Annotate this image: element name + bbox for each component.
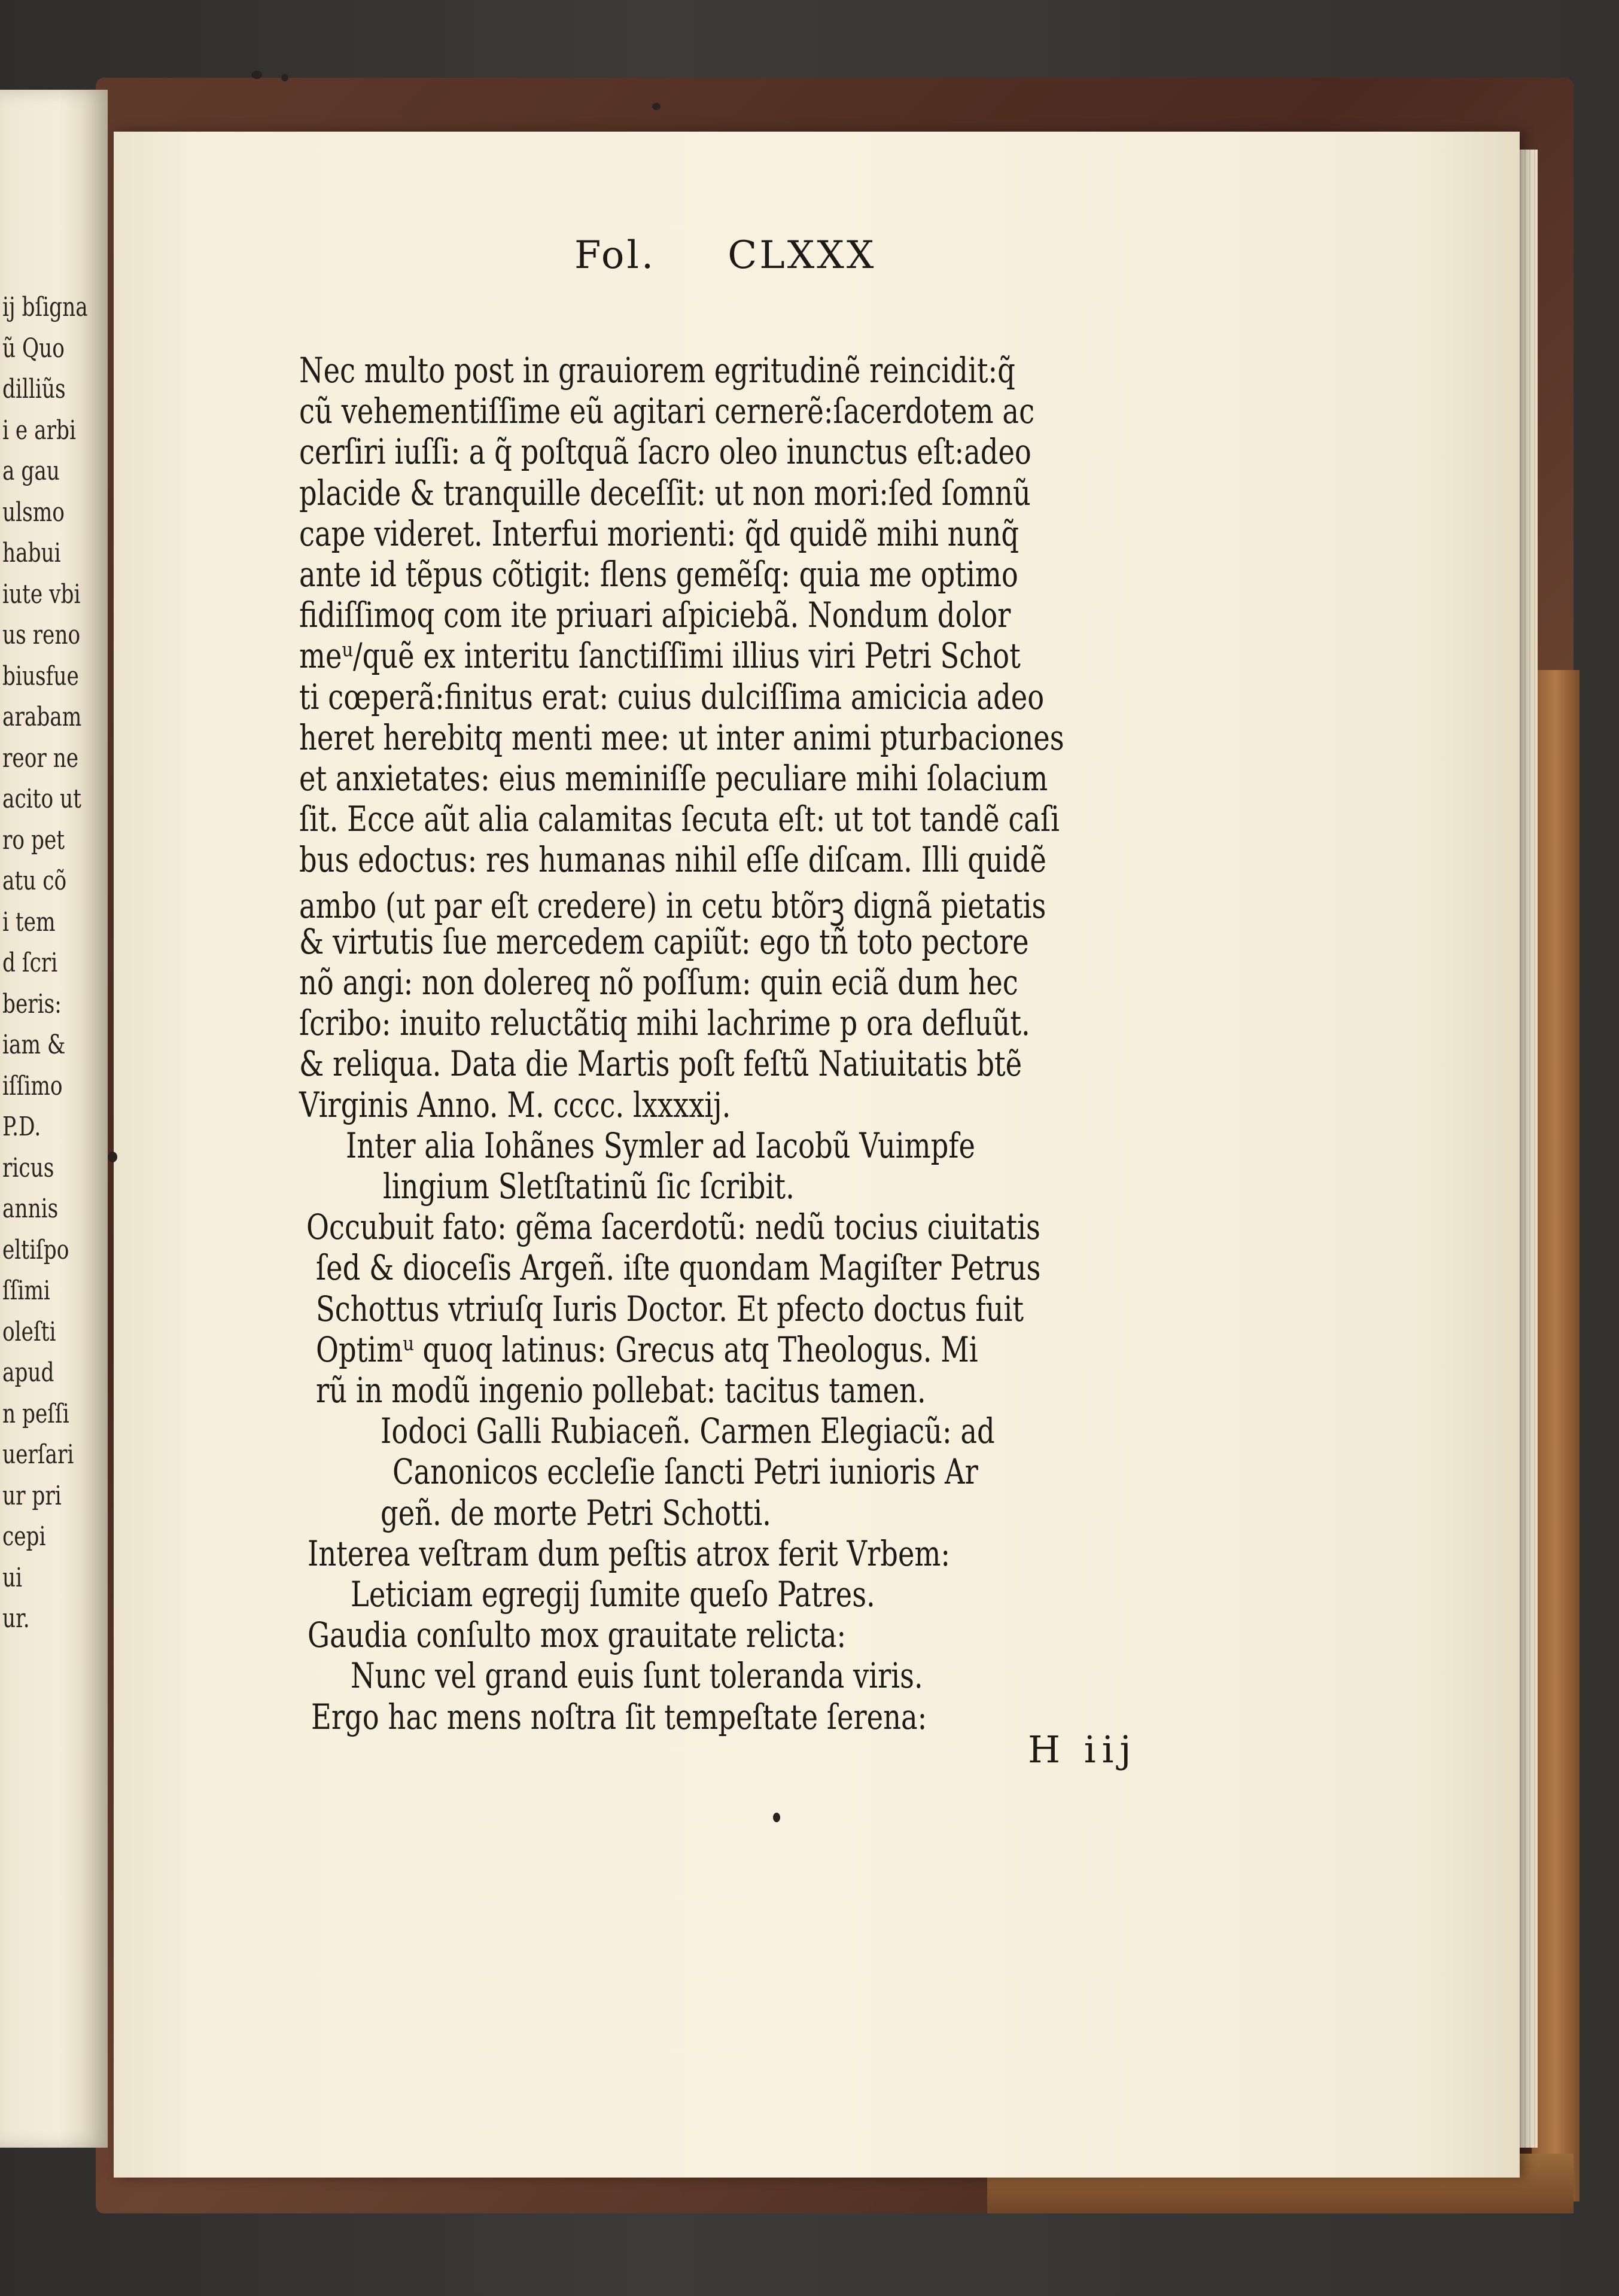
ink-speck: [773, 1813, 780, 1822]
facing-text-fragment: d ſcri: [2, 948, 58, 978]
text-line: meᵘ/quẽ ex interitu ſanctiſſimi illius viri Petri Schot: [299, 635, 1021, 677]
facing-text-fragment: ro pet: [2, 824, 65, 855]
text-line: Iodoci Galli Rubiaceñ. Carmen Elegiacũ: ad: [381, 1411, 995, 1452]
facing-text-fragment: uerſari: [2, 1439, 74, 1470]
facing-text-fragment: iute vbi: [2, 578, 81, 610]
facing-text-fragment: arabam: [2, 702, 82, 732]
text-line: & virtutis ſue mercedem capiũt: ego tñ toto pectore: [299, 921, 1029, 962]
wormhole: [251, 71, 262, 79]
text-line: ti cœperã:finitus erat: cuius dulciſſima amicicia adeo: [299, 676, 1045, 717]
facing-text-fragment: us reno: [2, 620, 81, 650]
text-line: Ergo hac mens noſtra ſit tempeſtate ſerena:: [311, 1696, 927, 1737]
text-line: ſcribo: inuito reluctãtiq mihi lachrime p ora defluũt.: [299, 1003, 1030, 1044]
text-line: Leticiam egregij ſumite queſo Patres.: [351, 1574, 875, 1615]
facing-text-fragment: apud: [2, 1357, 54, 1388]
text-line: nõ angi: non dolereq nõ poſſum: quin eciã dum hec: [299, 962, 1018, 1003]
text-line: ambo (ut par eſt credere) in cetu btõrꝫ dignã pietatis: [299, 885, 1046, 926]
folio-header: [574, 233, 876, 278]
facing-text-fragment: iam &: [2, 1030, 66, 1060]
facing-text-fragment: ur pri: [2, 1480, 62, 1511]
facing-text-fragment: biusfue: [2, 660, 79, 692]
text-line: placide & tranquille deceſſit: ut non mori:ſed ſomnũ: [299, 472, 1031, 513]
text-line: cũ vehementiſſime eũ agitari cernerẽ:ſacerdotem ac: [299, 391, 1035, 432]
facing-text-fragment: dilliũs: [2, 374, 66, 404]
facing-text-fragment: habui: [2, 538, 61, 568]
facing-text-fragment: beris:: [2, 988, 62, 1019]
text-line: rũ in modũ ingenio pollebat: tacitus tamen.: [316, 1370, 926, 1411]
facing-text-fragment: atu cõ: [2, 866, 67, 896]
text-line: Nunc vel grand euis ſunt toleranda viris.: [351, 1655, 923, 1697]
text-line: Canonicos eccleſie ſancti Petri iunioris Ar: [392, 1451, 978, 1493]
facing-text-fragment: annis: [2, 1193, 59, 1224]
facing-text-fragment: a gau: [2, 456, 60, 486]
text-line: Occubuit fato: gẽma ſacerdotũ: nedũ tocius ciuitatis: [306, 1207, 1040, 1248]
facing-text-fragment: eltiſpo: [2, 1234, 69, 1265]
folio-label: Fol.: [574, 233, 656, 278]
facing-text-fragment: ur.: [2, 1603, 30, 1634]
facing-text-fragment: ſſimi: [2, 1275, 50, 1306]
signature-mark: H iij: [1028, 1728, 1137, 1771]
facing-text-fragment: reor ne: [2, 742, 79, 774]
text-line: ante id tẽpus cõtigit: flens gemẽſq: quia me optimo: [299, 554, 1018, 595]
text-line: & reliqua. Data die Martis poſt feſtũ Natiuitatis btẽ: [299, 1043, 1022, 1085]
facing-text-fragment: i tem: [2, 906, 56, 937]
text-line: Optimᵘ quoq latinus: Grecus atq Theologus. Mi: [316, 1329, 978, 1370]
facing-text-fragment: iſſimo: [2, 1070, 63, 1101]
facing-text-fragment: P.D.: [2, 1112, 41, 1142]
facing-text-fragment: oleſti: [2, 1316, 56, 1347]
facing-page-text: [2, 287, 108, 1640]
facing-text-fragment: acito ut: [2, 784, 81, 814]
text-line: Virginis Anno. M. cccc. lxxxxij.: [299, 1084, 731, 1125]
facing-text-fragment: ũ Quo: [2, 333, 65, 364]
text-line: geñ. de morte Petri Schotti.: [381, 1492, 771, 1533]
text-line: ſit. Ecce aũt alia calamitas ſecuta eſt: ut tot tandẽ caſi: [299, 799, 1060, 840]
facing-text-fragment: ulsmo: [2, 497, 65, 528]
facing-text-fragment: i e arbi: [2, 415, 76, 446]
facing-page: [0, 90, 108, 2148]
text-line: ſed & dioceſis Argeñ. iſte quondam Magiſter Petrus: [316, 1247, 1041, 1289]
text-line: Gaudia conſulto mox grauitate relicta:: [308, 1615, 847, 1656]
text-line: cerſiri iuſſi: a q̃ poſtquã ſacro oleo inunctus eſt:adeo: [299, 431, 1031, 473]
text-line: Nec multo post in grauiorem egritudinẽ reincidit:q̃: [299, 350, 1015, 391]
text-line: Inter alia Iohãnes Symler ad Iacobũ Vuimpfe: [346, 1125, 975, 1166]
facing-text-fragment: ricus: [2, 1152, 54, 1183]
text-line: fidiſſimoq com ite priuari aſpiciebã. Nondum dolor: [299, 595, 1011, 636]
facing-text-fragment: ui: [2, 1562, 23, 1593]
text-line: Interea veſtram dum peſtis atrox ferit Vrbem:: [308, 1533, 951, 1574]
facing-text-fragment: cepi: [2, 1521, 46, 1552]
ink-speck: [108, 1152, 117, 1162]
text-line: cape videret. Interfui morienti: q̃d quidẽ mihi nunq̃: [299, 513, 1020, 554]
wormhole: [281, 74, 288, 81]
facing-text-fragment: ij bſigna: [2, 292, 88, 322]
cover-edge-right: [1532, 670, 1580, 2201]
wormhole: [652, 103, 661, 110]
text-line: lingium Sletſtatinũ ſic ſcribit.: [383, 1166, 795, 1207]
text-line: heret herebitq menti mee: ut inter animi pturbaciones: [299, 717, 1064, 758]
folio-number: CLXXX: [728, 233, 877, 278]
facing-text-fragment: n peſſi: [2, 1398, 69, 1429]
text-line: Schottus vtriuſq Iuris Doctor. Et pfecto doctus fuit: [316, 1288, 1024, 1329]
text-line: et anxietates: eius meminiſſe peculiare mihi ſolacium: [299, 758, 1048, 799]
text-line: bus edoctus: res humanas nihil eſſe diſcam. Illi quidẽ: [299, 839, 1046, 881]
